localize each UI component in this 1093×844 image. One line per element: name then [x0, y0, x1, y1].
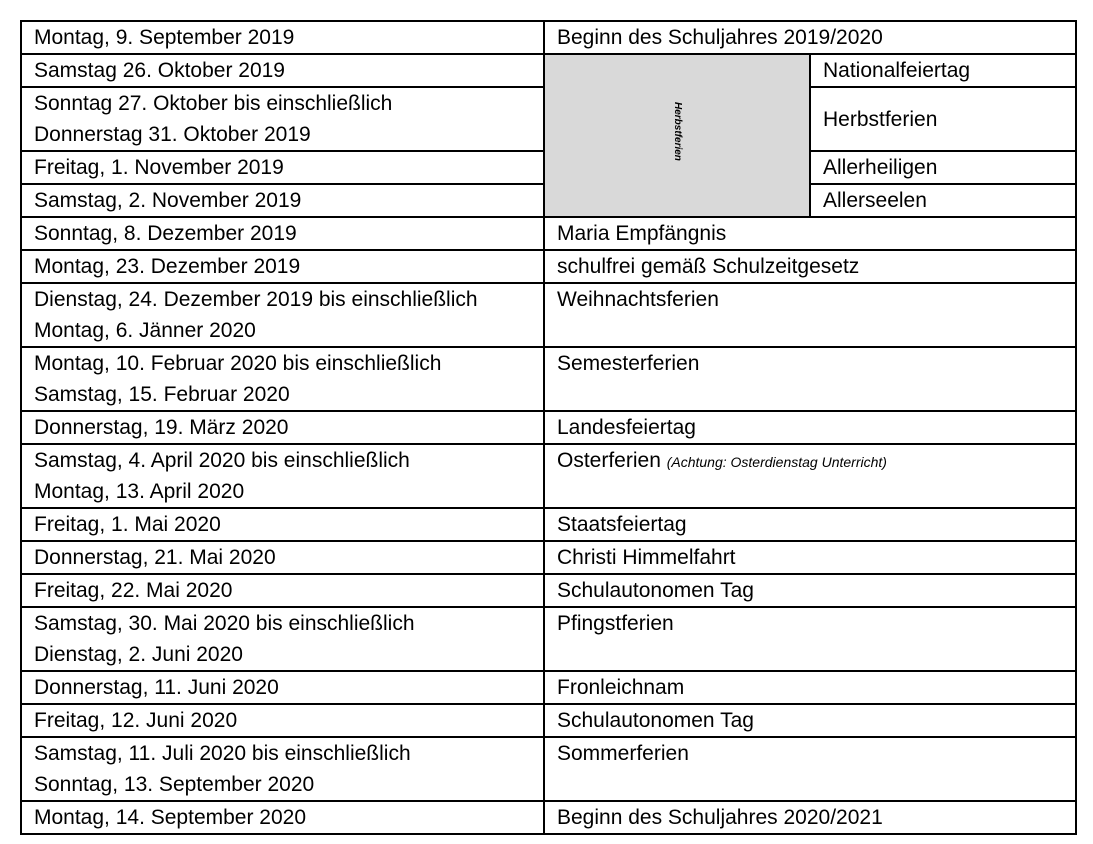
- event-cell: [544, 574, 1076, 607]
- event-label: Schulautonomen Tag: [557, 709, 754, 732]
- date-cell: [21, 444, 544, 508]
- date-line: Montag, 14. September 2020: [34, 806, 307, 829]
- date-line: Dienstag, 24. Dezember 2019 bis einschließlich: [34, 288, 478, 311]
- event-label: Beginn des Schuljahres 2019/2020: [557, 26, 883, 49]
- event-cell: [544, 541, 1076, 574]
- event-label: Allerseelen: [823, 189, 927, 212]
- event-label: Nationalfeiertag: [823, 59, 971, 82]
- herbstferien-vertical-text: Herbstferien: [672, 101, 683, 161]
- date-cell: [21, 508, 544, 541]
- calendar-row: [21, 801, 1076, 834]
- event-label: Allerheiligen: [823, 156, 938, 179]
- date-line: Samstag, 2. November 2019: [34, 189, 302, 212]
- calendar-row: [21, 411, 1076, 444]
- date-line: Freitag, 1. November 2019: [34, 156, 284, 179]
- date-line: Freitag, 22. Mai 2020: [34, 579, 233, 602]
- calendar-row: [21, 704, 1076, 737]
- calendar-row: [21, 21, 1076, 54]
- date-line: Montag, 10. Februar 2020 bis einschließlich: [34, 352, 442, 375]
- event-label: Christi Himmelfahrt: [557, 546, 736, 569]
- date-line: Samstag 26. Oktober 2019: [34, 59, 285, 82]
- calendar-row: [21, 508, 1076, 541]
- event-note: (Achtung: Osterdienstag Unterricht): [666, 454, 887, 470]
- calendar-row: [21, 671, 1076, 704]
- calendar-row: [21, 217, 1076, 250]
- event-cell: [810, 87, 1076, 151]
- event-cell: [544, 21, 1076, 54]
- date-line: Samstag, 4. April 2020 bis einschließlich: [34, 449, 410, 472]
- event-label: Sommerferien: [557, 742, 689, 765]
- event-cell: [810, 184, 1076, 217]
- calendar-row: [21, 444, 1076, 508]
- date-line: Montag, 13. April 2020: [34, 480, 245, 503]
- herbstferien-group-label: [544, 54, 810, 217]
- date-line: Montag, 6. Jänner 2020: [34, 319, 256, 342]
- date-cell: [21, 54, 544, 87]
- date-cell: [21, 574, 544, 607]
- school-calendar-table: [20, 20, 1077, 835]
- event-cell: [544, 704, 1076, 737]
- event-label: Herbstferien: [823, 107, 938, 131]
- date-line: Donnerstag, 11. Juni 2020: [34, 676, 279, 699]
- calendar-row: [21, 541, 1076, 574]
- date-line: Freitag, 12. Juni 2020: [34, 709, 238, 732]
- date-line: Donnerstag, 19. März 2020: [34, 416, 289, 439]
- calendar-row: [21, 347, 1076, 411]
- calendar-row: [21, 574, 1076, 607]
- calendar-row: [21, 607, 1076, 671]
- date-cell: [21, 217, 544, 250]
- date-cell: [21, 283, 544, 347]
- date-cell: [21, 671, 544, 704]
- event-label: Fronleichnam: [557, 676, 685, 699]
- date-cell: [21, 411, 544, 444]
- date-line: Montag, 9. September 2019: [34, 26, 295, 49]
- event-label: schulfrei gemäß Schulzeitgesetz: [557, 255, 860, 278]
- event-label: Schulautonomen Tag: [557, 579, 754, 602]
- date-cell: [21, 250, 544, 283]
- date-cell: [21, 541, 544, 574]
- event-label: Maria Empfängnis: [557, 222, 727, 245]
- calendar-row: [21, 737, 1076, 801]
- date-line: Sonntag, 13. September 2020: [34, 773, 315, 796]
- event-cell: [544, 250, 1076, 283]
- event-label: Semesterferien: [557, 352, 700, 375]
- date-line: Samstag, 15. Februar 2020: [34, 383, 290, 406]
- event-label: Beginn des Schuljahres 2020/2021: [557, 806, 883, 829]
- event-cell: [544, 671, 1076, 704]
- event-label: Weihnachtsferien: [557, 288, 719, 311]
- date-cell: [21, 21, 544, 54]
- event-cell: [544, 411, 1076, 444]
- date-cell: [21, 704, 544, 737]
- event-cell: [544, 283, 1076, 347]
- date-line: Sonntag 27. Oktober bis einschließlich: [34, 92, 393, 115]
- date-cell: [21, 801, 544, 834]
- event-cell: [544, 217, 1076, 250]
- event-cell: [544, 801, 1076, 834]
- date-cell: [21, 184, 544, 217]
- event-cell: [544, 607, 1076, 671]
- date-line: Samstag, 11. Juli 2020 bis einschließlich: [34, 742, 411, 765]
- date-line: Sonntag, 8. Dezember 2019: [34, 222, 297, 245]
- calendar-row: [21, 283, 1076, 347]
- date-cell: [21, 347, 544, 411]
- event-cell: [544, 347, 1076, 411]
- event-label: Landesfeiertag: [557, 416, 696, 439]
- calendar-body: [21, 21, 1076, 834]
- date-line: Donnerstag 31. Oktober 2019: [34, 123, 311, 146]
- date-cell: [21, 87, 544, 151]
- date-line: Dienstag, 2. Juni 2020: [34, 643, 243, 666]
- date-cell: [21, 151, 544, 184]
- date-line: Freitag, 1. Mai 2020: [34, 513, 221, 536]
- calendar-row: [21, 54, 1076, 87]
- date-line: Montag, 23. Dezember 2019: [34, 255, 301, 278]
- event-cell: [544, 737, 1076, 801]
- event-label: Osterferien: [557, 449, 661, 472]
- event-label: Pfingstferien: [557, 612, 674, 635]
- date-cell: [21, 607, 544, 671]
- date-cell: [21, 737, 544, 801]
- event-cell: [810, 151, 1076, 184]
- date-line: Donnerstag, 21. Mai 2020: [34, 546, 276, 569]
- calendar-row: [21, 250, 1076, 283]
- event-cell: [810, 54, 1076, 87]
- event-cell: [544, 508, 1076, 541]
- event-label: Staatsfeiertag: [557, 513, 687, 536]
- event-cell: [544, 444, 1076, 508]
- date-line: Samstag, 30. Mai 2020 bis einschließlich: [34, 612, 415, 635]
